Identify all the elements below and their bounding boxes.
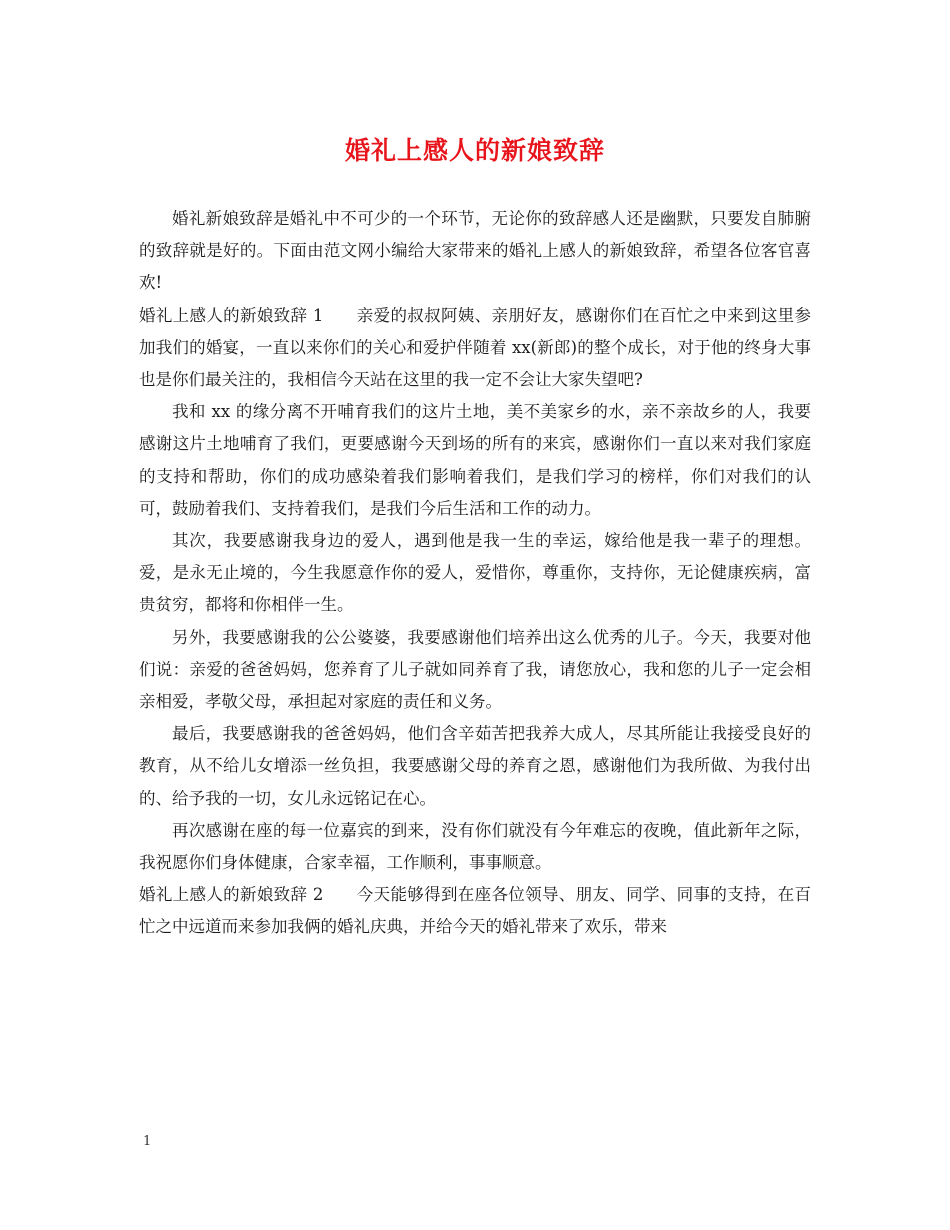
document-body — [139, 203, 811, 944]
speech-2-heading: 婚礼上感人的新娘致辞 2 — [139, 885, 324, 905]
speech-1-heading: 婚礼上感人的新娘致辞 1 — [139, 305, 324, 325]
speech-1-opening: 亲爱的叔叔阿姨、亲朋好友，感谢你们在百忙之中来到这里参加我们的婚宴，一直以来你们的关心和爱护伴随着 xx(新郎)的整个成长，对于他的终身大事也是你们最关注的，我相信今天站在这里的我一定不会让大家失望吧? — [139, 305, 811, 390]
speech-1-paragraph: 最后，我要感谢我的爸爸妈妈，他们含辛茹苦把我养大成人，尽其所能让我接受良好的教育，从不给儿女增添一丝负担，我要感谢父母的养育之恩，感谢他们为我所做、为我付出的、给予我的一切，女儿永远铭记在心。 — [139, 724, 811, 808]
speech-2-opening: 今天能够得到在座各位领导、朋友、同学、同事的支持，在百忙之中远道而来参加我俩的婚礼庆典，并给今天的婚礼带来了欢乐，带来 — [139, 885, 811, 937]
speech-1-paragraph: 另外，我要感谢我的公公婆婆，我要感谢他们培养出这么优秀的儿子。今天，我要对他们说：亲爱的爸爸妈妈，您养育了儿子就如同养育了我，请您放心，我和您的儿子一定会相亲相爱，孝敬父母，承担起对家庭的责任和义务。 — [139, 627, 811, 712]
speech-2-first-paragraph — [139, 879, 811, 943]
intro-paragraph: 婚礼新娘致辞是婚礼中不可少的一个环节，无论你的致辞感人还是幽默，只要发自肺腑的致辞就是好的。下面由范文网小编给大家带来的婚礼上感人的新娘致辞，希望各位客官喜欢! — [139, 209, 811, 293]
speech-1-paragraph: 其次，我要感谢我身边的爱人，遇到他是我一生的幸运，嫁给他是我一辈子的理想。爱，是永无止境的，今生我愿意作你的爱人，爱惜你，尊重你，支持你，无论健康疾病，富贵贫穷，都将和你相伴一生。 — [139, 531, 811, 615]
page-number: 1 — [143, 1134, 152, 1149]
speech-1-first-paragraph — [139, 300, 811, 397]
speech-1-paragraph: 我和 xx 的缘分离不开哺育我们的这片土地，美不美家乡的水，亲不亲故乡的人，我要感谢这片土地哺育了我们，更要感谢今天到场的所有的来宾，感谢你们一直以来对我们家庭的支持和帮助，你们的成功感染着我们影响着我们，是我们学习的榜样，你们对我们的认可，鼓励着我们、支持着我们，是我们今后生活和工作的动力。 — [139, 402, 811, 518]
speech-1-paragraph: 再次感谢在座的每一位嘉宾的到来，没有你们就没有今年难忘的夜晚，值此新年之际，我祝愿你们身体健康，合家幸福，工作顺利，事事顺意。 — [139, 820, 811, 873]
document-title: 婚礼上感人的新娘致辞 — [344, 136, 605, 165]
